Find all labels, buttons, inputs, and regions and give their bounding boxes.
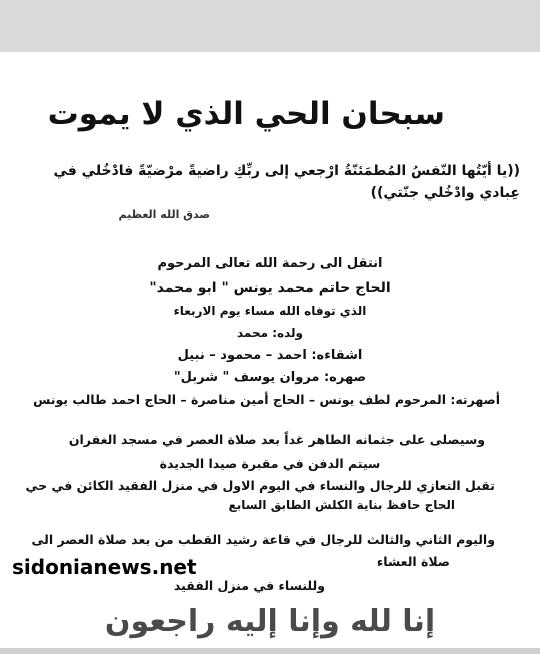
son-in-law-line: صهره: مروان يوسف " شربل" <box>173 370 367 385</box>
brothers-line: اشقاءه: احمد – محمود – نبيل <box>177 348 363 363</box>
condolence-women-line: وللنساء في منزل الفقيد <box>173 578 325 593</box>
condolence-day1-line2: الحاج حافظ بناية الكلش الطابق السابع <box>228 498 455 512</box>
burial-line: سيتم الدفن في مقبرة صيدا الجديدة <box>159 456 381 471</box>
verse-source: صدق الله العظيم <box>118 208 210 221</box>
condolence-day23-line2: صلاة العشاء <box>376 554 450 569</box>
site-watermark: sidonianews.net <box>12 555 197 579</box>
condolence-day23-line1: واليوم الثاني والثالث للرجال في قاعة رشيد القطب من بعد صلاة العصر الى <box>31 532 495 547</box>
closing-verse: إنا لله وإنا إليه راجعون <box>104 604 436 639</box>
top-background-strip <box>0 0 540 52</box>
son-line: ولده: محمد <box>236 326 303 340</box>
quran-verse: ((يا أيّتُها النّفسُ المُطمَئنّةُ ارْجعي إلى ربِّكِ راضيةً مرْضيّةً فادْخُلي في عِبادي وادْخُلي جنّتي)) <box>53 163 520 201</box>
in-laws-line: أصهرته: المرحوم لطف يونس – الحاج أمين مناصرة – الحاج احمد طالب يونس <box>33 392 500 407</box>
death-time: الذي توفاه الله مساء يوم الاربعاء <box>173 304 367 318</box>
condolence-day1-line1: تقبل التعازي للرجال والنساء في اليوم الاول في منزل الفقيد الكائن في حي <box>25 478 495 493</box>
deceased-name: الحاج حاتم محمد يونس " ابو محمد" <box>149 280 391 296</box>
announcement-line: انتقل الى رحمة الله تعالى المرحوم <box>157 256 383 271</box>
obituary-headline: سبحان الحي الذي لا يموت <box>47 96 445 132</box>
bottom-background-strip <box>0 648 540 654</box>
funeral-prayer-line: وسيصلى على جثمانه الطاهر غداً بعد صلاة العصر في مسجد الغفران <box>68 432 485 447</box>
